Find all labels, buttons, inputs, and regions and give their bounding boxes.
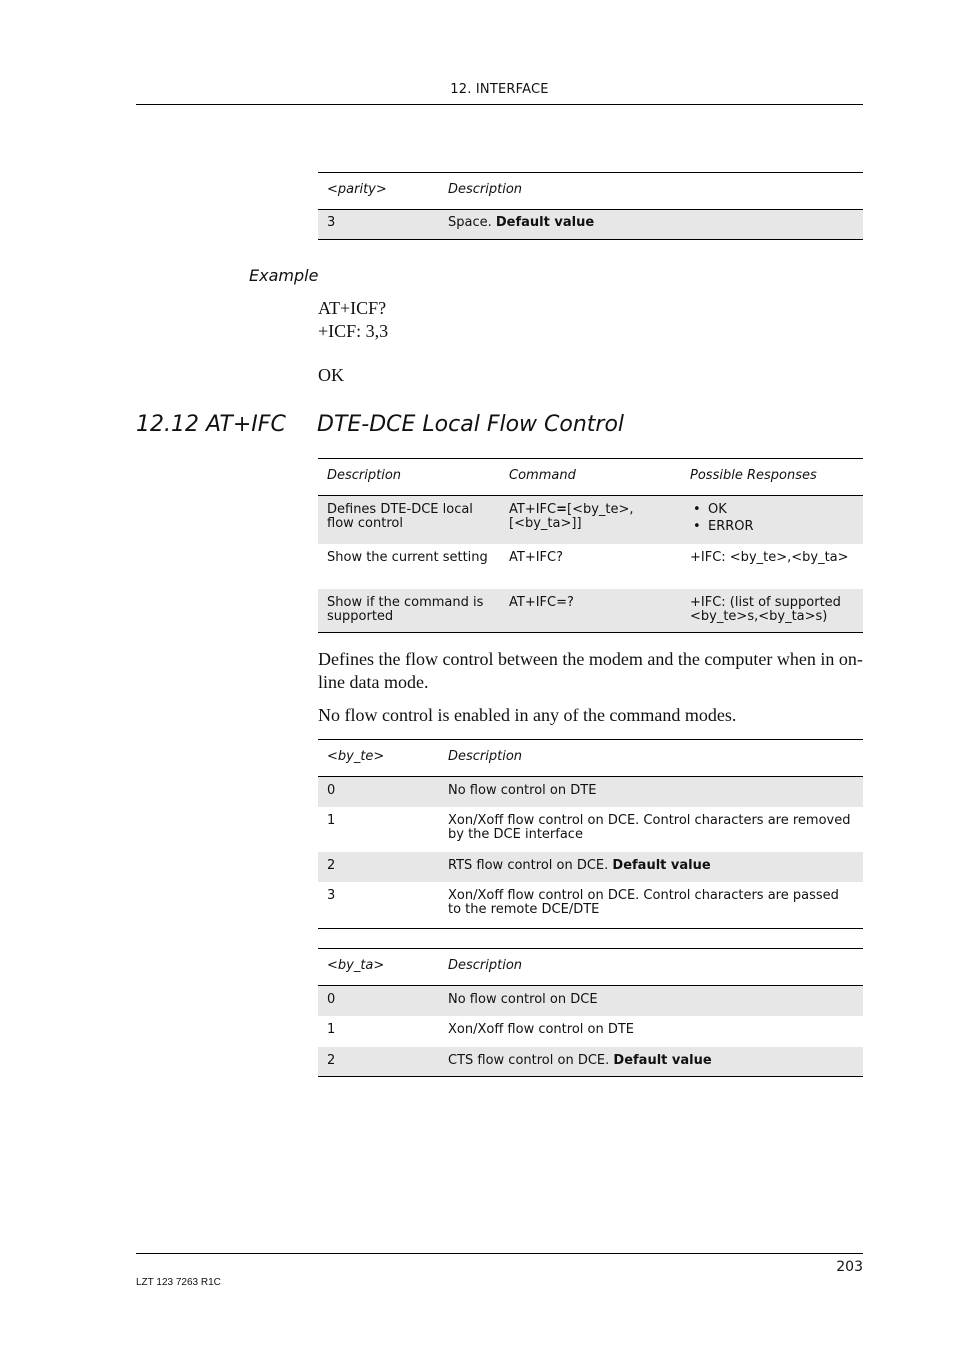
paragraph: No flow control is enabled in any of the command modes. [318, 705, 737, 725]
value-cell: 2 [318, 852, 439, 882]
header-cell: Description [439, 949, 863, 986]
header-cell: Description [439, 173, 863, 210]
value-cell: 1 [327, 812, 336, 828]
table-row [318, 852, 863, 882]
response-cell: +IFC: (list of supported <by_te>s,<by_ta>s) [681, 589, 863, 633]
value-cell: 2 [318, 1047, 439, 1077]
desc-cell: No flow control on DTE [439, 777, 863, 807]
table-row [318, 589, 863, 633]
table-row [318, 777, 863, 807]
desc-cell: RTS flow control on DCE. Default value [439, 852, 863, 882]
table-header-row [318, 740, 863, 777]
table-row [318, 1047, 863, 1077]
command-cell: AT+IFC=[<by_te>, [<by_ta>]] [500, 496, 681, 544]
desc-cell: Show the current setting [327, 549, 488, 565]
table-row [318, 1016, 863, 1047]
desc-cell: Defines DTE-DCE local flow control [318, 496, 500, 544]
desc-cell: Xon/Xoff flow control on DCE. Control characters are passed to the remote DCE/DTE [439, 882, 863, 929]
header-cell: <by_ta> [318, 949, 439, 986]
command-table [318, 458, 863, 633]
table-header-row [318, 949, 863, 986]
page-number: 203 [836, 1259, 863, 1275]
by-te-table [318, 739, 863, 929]
value-cell: 0 [318, 777, 439, 807]
parity-table [318, 172, 863, 240]
header-cell: <by_te> [318, 740, 439, 777]
response-list [690, 503, 854, 534]
command-cell: AT+IFC? [509, 549, 564, 565]
table-row [318, 496, 863, 544]
header-cell: Description [439, 740, 863, 777]
section-title: DTE-DCE Local Flow Control [317, 412, 625, 437]
responses-cell [681, 496, 863, 544]
running-header: 12. INTERFACE [450, 82, 549, 97]
table-row [318, 986, 863, 1016]
header-cell: <parity> [318, 173, 439, 210]
table-row [318, 210, 863, 240]
example-response: +ICF: 3,3 [318, 321, 389, 341]
desc-cell: Space. Default value [439, 210, 863, 240]
document-id: LZT 123 7263 R1C [136, 1277, 221, 1288]
desc-cell: No flow control on DCE [439, 986, 863, 1016]
value-cell: 1 [327, 1021, 336, 1037]
example-ok: OK [318, 365, 344, 385]
header-cell: Command [500, 459, 681, 496]
header-cell: Description [318, 459, 500, 496]
example-label: Example [249, 266, 319, 285]
example-command: AT+ICF? [318, 298, 387, 318]
table-header-row [318, 459, 863, 496]
header-rule [136, 104, 863, 105]
value-cell: 0 [318, 986, 439, 1016]
desc-cell: Xon/Xoff flow control on DTE [448, 1021, 635, 1037]
desc-cell: Xon/Xoff flow control on DCE. Control characters are removed by the DCE interface [448, 812, 851, 842]
list-item: • OK [690, 503, 854, 517]
value-cell: 3 [318, 210, 439, 240]
header-cell: Possible Responses [681, 459, 863, 496]
table-header-row [318, 173, 863, 210]
value-cell: 3 [318, 882, 439, 929]
list-item: • ERROR [690, 520, 854, 534]
paragraph: Defines the flow control between the modem and the computer when in on-line data mode. [318, 649, 863, 692]
table-row [318, 807, 863, 852]
command-cell: AT+IFC=? [500, 589, 681, 633]
table-row [318, 882, 863, 929]
footer-rule [136, 1253, 863, 1254]
desc-cell: CTS flow control on DCE. Default value [439, 1047, 863, 1077]
response-cell: +IFC: <by_te>,<by_ta> [690, 549, 849, 565]
desc-cell: Show if the command is supported [318, 589, 500, 633]
by-ta-table [318, 948, 863, 1077]
table-row [318, 544, 863, 589]
section-number: 12.12 AT+IFC [136, 412, 286, 437]
